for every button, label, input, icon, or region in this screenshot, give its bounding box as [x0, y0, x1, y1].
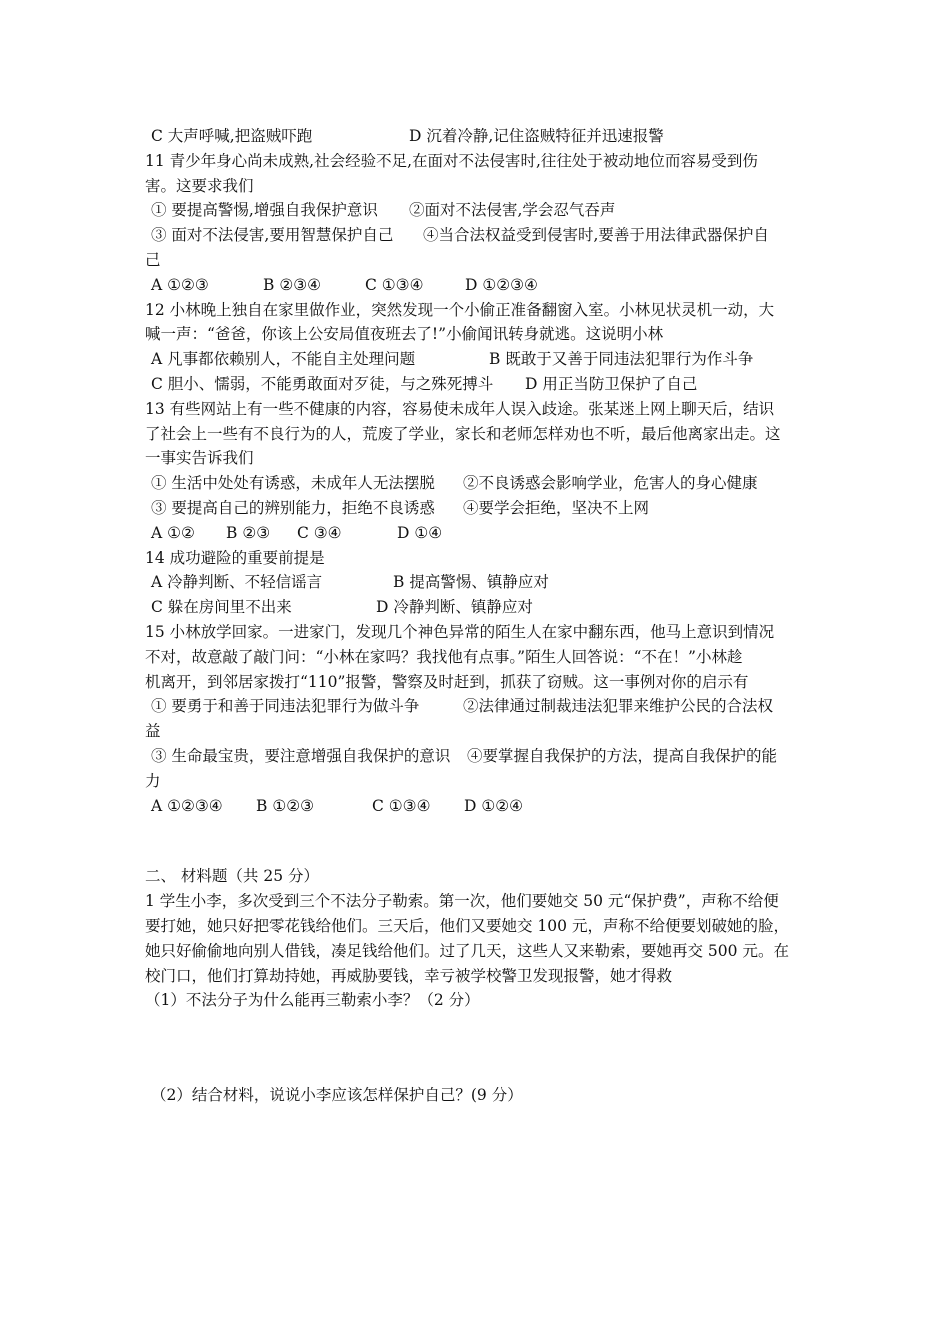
exam-content — [145, 124, 810, 1108]
q15-stem-line-1: 15 小林放学回家。一进家门，发现几个神色异常的陌生人在家中翻东西，他马上意识到情况 — [145, 622, 775, 641]
q13-option-b: B ②③ — [226, 523, 271, 542]
q12-option-c: C 胆小、懦弱，不能勇敢面对歹徒，与之殊死搏斗 — [151, 374, 494, 393]
q12-options-cd — [145, 372, 810, 397]
q10-option-c: C 大声呼喊,把盗贼吓跑 — [151, 127, 313, 145]
q10-options-cd — [145, 124, 810, 149]
q13-items-3-4 — [145, 496, 810, 521]
q11-item-4-continued: 己 — [145, 250, 161, 269]
q11-stem-line-1: 11 青少年身心尚未成熟,社会经验不足,在面对不法侵害时,往往处于被动地位而容易受到伤 — [145, 151, 758, 170]
q12-options-ab — [145, 347, 810, 372]
q11-item-3: ③ 面对不法侵害,要用智慧保护自己 — [151, 226, 394, 245]
q15-option-d: D ①②④ — [464, 796, 524, 815]
q13-stem-line-1: 13 有些网站上有一些不健康的内容，容易使未成年人误入歧途。张某迷上网上聊天后，结识 — [145, 399, 775, 418]
section-spacer — [145, 818, 810, 864]
q11-option-b: B ②③④ — [263, 275, 322, 294]
q11-item-4: ④当合法权益受到侵害时,要善于用法律武器保护自 — [423, 226, 769, 245]
q11-option-d: D ①②③④ — [465, 275, 538, 294]
q11-items-3-4 — [145, 223, 810, 248]
q15-option-b: B ①②③ — [256, 796, 315, 815]
q13-item-1: ① 生活中处处有诱惑，未成年人无法摆脱 — [151, 474, 435, 493]
q11-options — [145, 273, 810, 298]
q15-stem-line-3: 机离开，到邻居家拨打“110”报警，警察及时赶到，抓获了窃贼。这一事例对你的启示有 — [145, 672, 749, 691]
q13-stem-line-3: 一事实告诉我们 — [145, 449, 254, 468]
q11-option-c: C ①③④ — [365, 275, 424, 294]
material-1-line-1: 1 学生小李，多次受到三个不法分子勒索。第一次，他们要她交 50 元“保护费”，声称不给便 — [145, 892, 779, 911]
q11-item-1: ① 要提高警惕,增强自我保护意识 — [151, 201, 378, 220]
q14-option-c: C 躲在房间里不出来 — [151, 598, 292, 617]
q14-option-b: B 提高警惕、镇静应对 — [393, 573, 549, 592]
answer-space-1 — [145, 1013, 810, 1083]
q13-item-2: ②不良诱惑会影响学业，危害人的身心健康 — [463, 474, 758, 493]
q12-stem-line-1: 12 小林晚上独自在家里做作业，突然发现一个小偷正准备翻窗入室。小林见状灵机一动，大 — [145, 300, 775, 319]
q15-item-4: ④要掌握自我保护的方法，提高自我保护的能 — [467, 746, 778, 765]
q15-item-3: ③ 生命最宝贵，要注意增强自我保护的意识 — [151, 746, 451, 765]
q14-option-d: D 冷静判断、镇静应对 — [376, 598, 533, 617]
material-1-line-4: 校门口，他们打算劫持她，再威胁要钱，幸亏被学校警卫发现报警，她才得救 — [145, 966, 673, 985]
section-2-heading: 二、 材料题（共 25 分） — [145, 867, 320, 886]
q11-option-a: A ①②③ — [151, 275, 209, 294]
q13-option-d: D ①④ — [397, 523, 443, 542]
q11-items-1-2 — [145, 198, 810, 223]
q11-item-2: ②面对不法侵害,学会忍气吞声 — [409, 201, 616, 220]
q12-option-d: D 用正当防卫保护了自己 — [525, 374, 698, 393]
sub-question-2: （2）结合材料，说说小李应该怎样保护自己？(9 分） — [151, 1086, 523, 1105]
q13-item-3: ③ 要提高自己的辨别能力，拒绝不良诱惑 — [151, 498, 435, 517]
q13-option-a: A ①② — [151, 523, 195, 542]
q13-options — [145, 521, 810, 546]
q15-item-1: ① 要勇于和善于同违法犯罪行为做斗争 — [151, 697, 420, 716]
sub-question-1: （1）不法分子为什么能再三勒索小李？（2 分） — [145, 991, 480, 1010]
q15-option-a: A ①②③④ — [151, 796, 223, 815]
material-1-line-3: 她只好偷偷地向别人借钱，凑足钱给他们。过了几天，这些人又来勒索，要她再交 500 元。在 — [145, 941, 789, 960]
q13-item-4: ④要学会拒绝，坚决不上网 — [463, 498, 650, 517]
q11-stem-line-2: 害。这要求我们 — [145, 176, 254, 195]
q14-stem: 14 成功避险的重要前提是 — [145, 548, 325, 567]
q10-option-d: D 沉着冷静,记住盗贼特征并迅速报警 — [409, 127, 664, 145]
q15-option-c: C ①③④ — [372, 796, 431, 815]
q15-item-2-continued: 益 — [145, 722, 161, 741]
q15-items-1-2 — [145, 694, 810, 719]
q13-option-c: C ③④ — [297, 523, 342, 542]
q15-options — [145, 794, 810, 819]
q12-option-b: B 既敢于又善于同违法犯罪行为作斗争 — [489, 350, 754, 369]
q14-options-cd — [145, 595, 810, 620]
q12-stem-line-2: 喊一声：“爸爸，你该上公安局值夜班去了!”小偷闻讯转身就逃。这说明小林 — [145, 325, 664, 344]
q13-items-1-2 — [145, 471, 810, 496]
material-1-line-2: 要打她，她只好把零花钱给他们。三天后，他们又要她交 100 元，声称不给便要划破她的脸， — [145, 916, 789, 935]
q15-items-3-4 — [145, 744, 810, 769]
q14-options-ab — [145, 570, 810, 595]
q15-item-2: ②法律通过制裁违法犯罪来维护公民的合法权 — [463, 697, 774, 716]
q12-option-a: A 凡事都依赖别人，不能自主处理问题 — [151, 350, 416, 369]
q15-stem-line-2: 不对，故意敲了敲门问：“小林在家吗？我找他有点事。”陌生人回答说：“不在！”小林趁 — [145, 647, 743, 666]
q13-stem-line-2: 了社会上一些有不良行为的人，荒废了学业，家长和老师怎样劝也不听，最后他离家出走。这 — [145, 424, 781, 443]
q14-option-a: A 冷静判断、不轻信谣言 — [151, 573, 323, 592]
q15-item-4-continued: 力 — [145, 771, 161, 790]
